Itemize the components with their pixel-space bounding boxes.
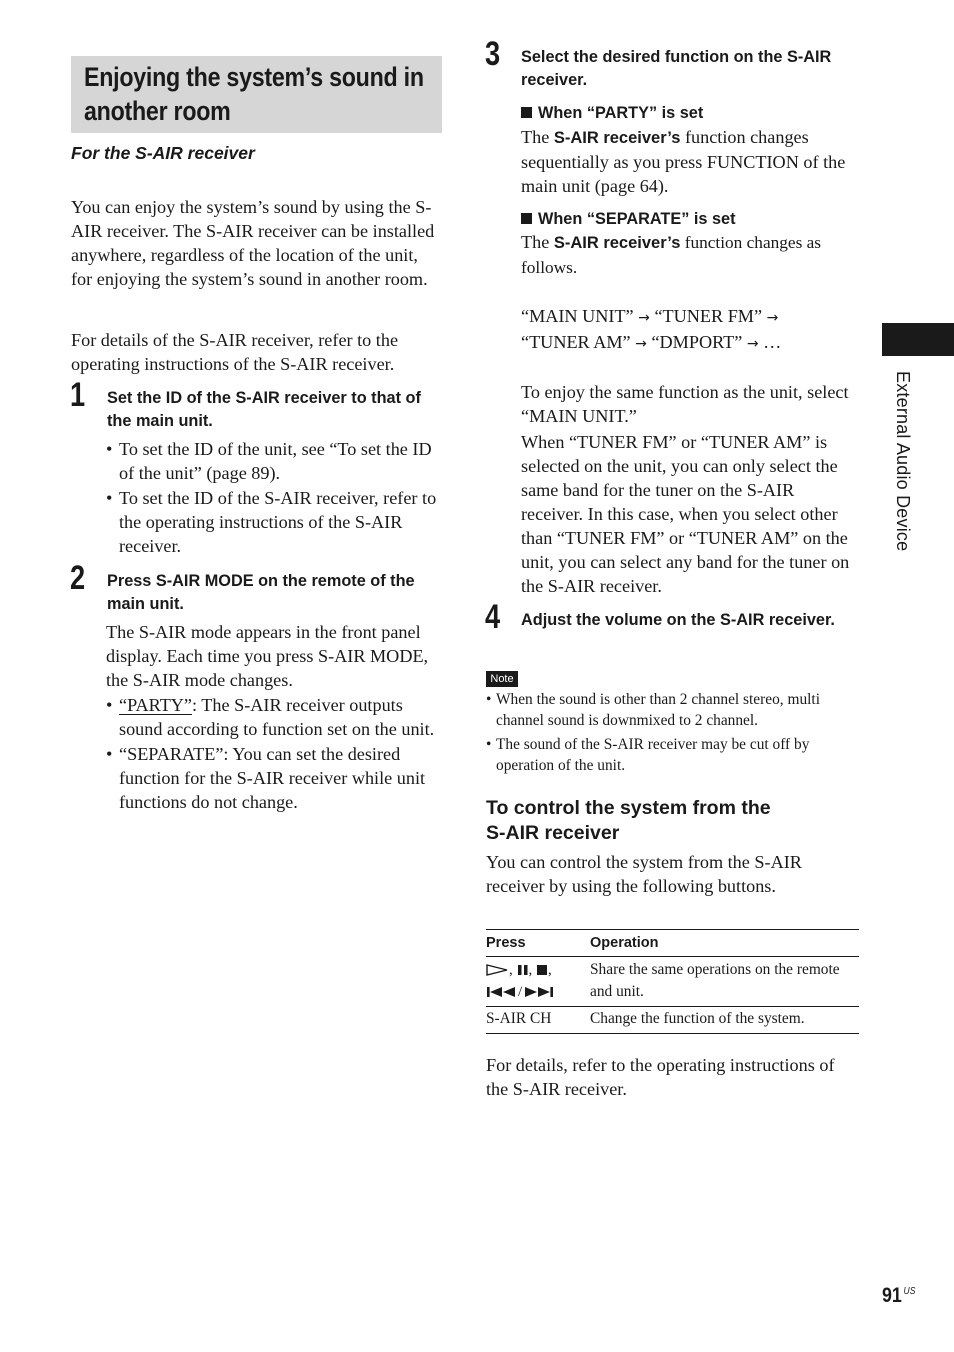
step-2-body: The S-AIR mode appears in the front panel display. Each time you press S-AIR MODE, the S-AIR mode changes. [106, 622, 429, 690]
square-bullet-icon [521, 107, 532, 118]
function-sequence: “MAIN UNIT” → “TUNER FM” → “TUNER AM” → “DMPORT” → … [521, 306, 782, 352]
arrow-right-icon: → [635, 336, 647, 352]
press-cell: , , , / [486, 957, 590, 1007]
page-region-suffix: US [903, 1286, 916, 1297]
operations-table [486, 929, 859, 1034]
table-row [486, 1007, 859, 1034]
list-item: • The sound of the S-AIR receiver may be cut off by operation of the unit. [486, 736, 810, 774]
note-badge: Note [486, 671, 518, 687]
play-icon [486, 964, 508, 976]
step-4-heading: Adjust the volume on the S-AIR receiver. [521, 611, 835, 629]
prev-icon [486, 986, 516, 998]
list-item: • To set the ID of the unit, see “To set the ID of the unit” (page 89). [106, 437, 446, 485]
table-header-row [486, 930, 859, 957]
press-cell: S-AIR CH [486, 1010, 552, 1027]
operation-cell: Share the same operations on the remote and unit. [590, 957, 859, 1007]
party-subheading: When “PARTY” is set [521, 101, 703, 125]
control-outro: For details, refer to the operating instructions of the S-AIR receiver. [486, 1055, 835, 1099]
section-title-box [71, 56, 442, 133]
step-2-bullets [106, 693, 446, 814]
intro-paragraph: You can enjoy the system’s sound by using the S-AIR receiver. The S-AIR receiver can be installed anywhere, regardless of the location of the unit, for enjoying the system’s sound in another room. [71, 197, 435, 289]
list-item: • To set the ID of the S-AIR receiver, refer to the operating instructions of the S-AIR receiver. [106, 486, 446, 558]
arrow-right-icon: → [766, 310, 779, 326]
intro-details-paragraph: For details of the S-AIR receiver, refer to the operating instructions of the S-AIR receiver. [71, 330, 399, 374]
column-header-operation: Operation [590, 930, 859, 957]
stop-icon [536, 964, 548, 976]
arrow-right-icon: → [638, 310, 650, 326]
step-2-heading: Press S-AIR MODE on the remote of the main unit. [107, 572, 415, 613]
note-list [486, 689, 858, 776]
square-bullet-icon [521, 213, 532, 224]
next-icon [524, 986, 554, 998]
party-body: The S-AIR receiver’s function changes sequentially as you press FUNCTION of the main unit (page 64). [521, 127, 846, 196]
section-subtitle: For the S-AIR receiver [71, 143, 255, 163]
step-1-number: 1 [70, 376, 86, 414]
chapter-tab-marker [882, 323, 954, 356]
pause-icon [517, 964, 529, 976]
list-item: • “PARTY”: The S-AIR receiver outputs sound according to function set on the unit. [106, 693, 446, 741]
section-title: Enjoying the system’s sound in another room [84, 62, 424, 126]
column-header-press: Press [486, 930, 590, 957]
step-1-bullets [106, 437, 446, 558]
step-1-heading: Set the ID of the S-AIR receiver to that of the main unit. [107, 389, 421, 430]
step-3-number: 3 [485, 35, 501, 73]
separate-subheading: When “SEPARATE” is set [521, 207, 736, 231]
step-2-number: 2 [70, 559, 86, 597]
operation-cell: Change the function of the system. [590, 1010, 805, 1027]
arrow-right-icon: → [746, 336, 759, 352]
separate-body: The S-AIR receiver’s function changes as follows. [521, 232, 822, 277]
control-heading: To control the system from the S-AIR receiver [486, 797, 771, 844]
party-term: “PARTY” [119, 695, 193, 715]
step-3-heading: Select the desired function on the S-AIR receiver. [521, 48, 832, 89]
tuner-band-text: When “TUNER FM” or “TUNER AM” is selected on the unit, you can only select the same band for the tuner on the S-AIR receiver. In this case, when you select other than “TUNER FM” or “TUNER AM” on the unit, you can select any band for the tuner on the S-AIR receiver. [521, 432, 850, 596]
enjoy-same-function-text: To enjoy the same function as the unit, select “MAIN UNIT.” [521, 382, 849, 426]
control-intro: You can control the system from the S-AIR receiver by using the following buttons. [486, 852, 802, 896]
list-item: • “SEPARATE”: You can set the desired function for the S-AIR receiver while unit functions do not change. [106, 742, 446, 814]
step-4-number: 4 [485, 598, 501, 636]
list-item: • When the sound is other than 2 channel stereo, multi channel sound is downmixed to 2 channel. [486, 691, 820, 729]
page-number: 91 $^{US}$ [882, 1284, 916, 1307]
table-row [486, 957, 859, 1007]
chapter-side-label: External Audio Device [893, 371, 913, 552]
